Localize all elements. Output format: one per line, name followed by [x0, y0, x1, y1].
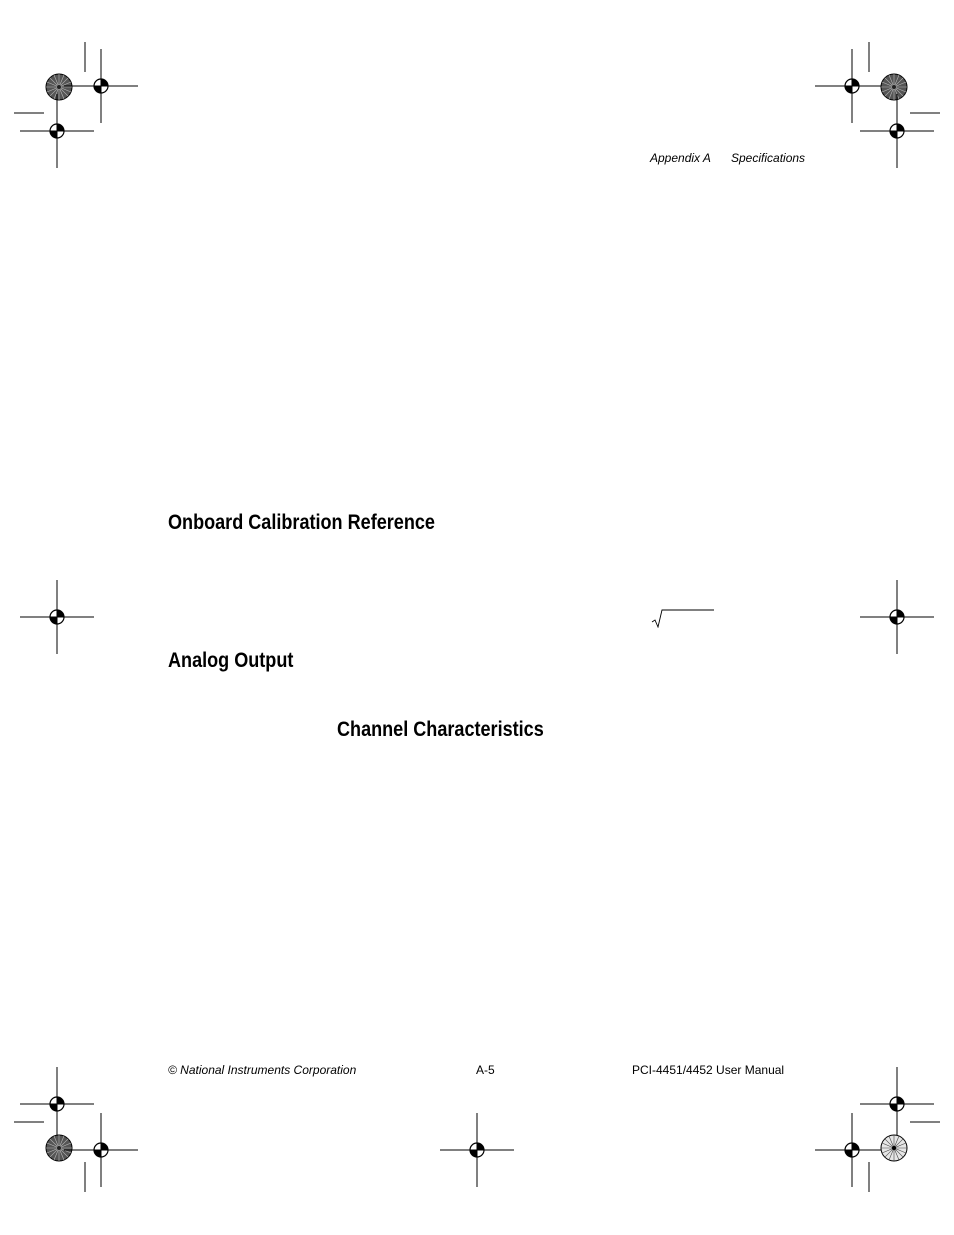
crosshair-circle-icon	[860, 1067, 934, 1141]
header-section: Specifications	[731, 151, 806, 165]
crosshair-circle-icon	[860, 94, 934, 168]
crosshair-circle-icon	[815, 49, 889, 123]
footer-copyright: © National Instruments Corporation	[168, 1063, 357, 1077]
square-root-icon	[651, 606, 715, 628]
starburst-target-icon	[46, 1135, 72, 1161]
crosshair-circle-icon	[20, 94, 94, 168]
starburst-target-icon	[881, 74, 907, 100]
crosshair-circle-icon	[20, 580, 94, 654]
crosshair-circle-icon	[440, 1113, 514, 1187]
crosshair-circle-icon	[860, 580, 934, 654]
crosshair-circle-icon	[20, 1067, 94, 1141]
heading-onboard-calibration-reference: Onboard Calibration Reference	[168, 511, 435, 534]
footer-manual-title: PCI-4451/4452 User Manual	[632, 1063, 785, 1077]
footer-page-number: A-5	[476, 1063, 495, 1077]
heading-channel-characteristics: Channel Characteristics	[337, 718, 544, 741]
crosshair-circle-icon	[815, 1113, 889, 1187]
header-chapter: Appendix A	[650, 151, 711, 165]
starburst-target-icon	[881, 1135, 907, 1161]
crosshair-circle-icon	[64, 49, 138, 123]
crosshair-circle-icon	[64, 1113, 138, 1187]
starburst-target-icon	[46, 74, 72, 100]
heading-analog-output: Analog Output	[168, 649, 294, 672]
